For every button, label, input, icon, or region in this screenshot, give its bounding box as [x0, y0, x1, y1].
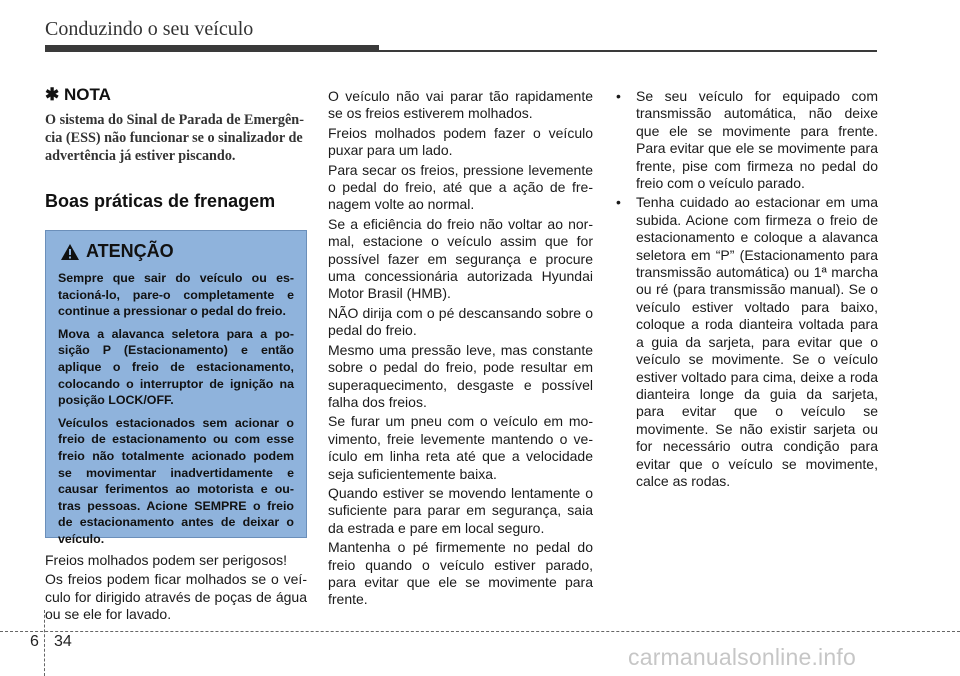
list-item [612, 194, 878, 490]
page-number: 34 [54, 633, 72, 650]
note-line: O sistema do Sinal de Parada de Emergên- [45, 112, 304, 128]
note-heading: ✱ NOTA [45, 85, 111, 104]
warning-box [45, 230, 307, 546]
body-paragraph: Se furar um pneu com o veículo em movimento, freie levemente mantendo o veículo em linha reta até que a velocidade seja suficientemente baixa. [328, 413, 593, 482]
body-paragraph: Se a eficiência do freio não voltar ao normal, estacione o veículo assim que for possível fazer em segurança e procure uma concessionária autorizada Hyundai Motor Brasil (HMB). [328, 215, 593, 302]
chapter-number: 6 [30, 633, 39, 650]
column-right [612, 88, 878, 492]
body-paragraph: Freios molhados podem fazer o veículo puxar para um lado. [328, 124, 593, 159]
body-paragraph: O veículo não vai parar tão rapidamente se os freios estiverem molhados. [328, 88, 593, 122]
note-line: advertência já estiver piscando. [45, 148, 236, 164]
warning-paragraph: Sempre que sair do veículo ou estacioná-lo, pare-o completamente e continue a pressionar o pedal do freio. [58, 271, 294, 319]
body-paragraph: Freios molhados podem ser perigosos! [45, 552, 288, 568]
warning-title [60, 241, 294, 262]
section-title: Boas práticas de frenagem [45, 191, 276, 211]
body-paragraph: Os freios podem ficar molhados se o veículo for dirigido através de poças de água ou se ele for lavado. [45, 571, 307, 623]
bullet-icon: • [616, 88, 621, 104]
bullet-text: Se seu veículo for equipado com transmissão automática, não deixe que ele se movimente para frente. Para evitar que ele se movimente para frente, pise com firmeza no pedal do freio com o veículo parado. [636, 88, 878, 192]
note-body [45, 111, 307, 165]
warning-paragraph: Veículos estacionados sem acionar o freio de estacionamento ou com esse freio não totalmente acionado podem se movimentar inadvertidamente e causar ferimentos ao motorista e outras pessoas. Acione SEMPRE o freio de estacionamento antes de deixar o veículo. [58, 415, 294, 546]
column-middle [328, 88, 593, 611]
footer-vertical-divider [44, 610, 45, 676]
warning-title-text: ATENÇÃO [86, 241, 174, 261]
note-line: cia (ESS) não funcionar se o sinalizador de [45, 130, 303, 146]
warning-paragraph: Mova a alavanca seletora para a posição P (Estacionamento) e então aplique o freio de estacionamento, colocando o interruptor de ignição na posição LOCK/OFF. [58, 326, 294, 408]
header-rule-thin [379, 50, 877, 52]
body-paragraph: NÃO dirija com o pé descansando sobre o pedal do freio. [328, 304, 593, 339]
list-item [612, 88, 878, 192]
body-paragraph: Mesmo uma pressão leve, mas constante sobre o pedal do freio, pode resultar em superaquecimento, desgaste e possível falha dos freios. [328, 341, 593, 410]
header-rule-thick [45, 45, 379, 52]
body-paragraph: Mantenha o pé firmemente no pedal do freio quando o veículo estiver parado, para evitar que ele se movimente para frente. [328, 539, 593, 608]
bullet-icon: • [616, 194, 621, 211]
bullet-text: Tenha cuidado ao estacionar em uma subida. Acione com firmeza o freio de estacionamento e coloque a alavanca seletora em “P” (Estacionamento para transmissão automática) ou 1ª marcha ou ré (para transmissão manual). Se o veículo estiver voltado para baixo, coloque a roda dianteira voltada para a guia da sarjeta, para evitar que o veículo se movimente. Se o veículo estiver voltado para cima, deixe a roda dianteira longe da guia da sarjeta, para evitar que o veículo se movimente. Se não existir sarjeta ou for necessário outra condição para evitar que o veículo se movimente, calce as rodas. [636, 194, 878, 489]
warning-triangle-icon [60, 243, 80, 261]
column-left [45, 85, 307, 626]
body-paragraph: Para secar os freios, pressione levemente o pedal do freio, até que a ação de frenagem volte ao normal. [328, 161, 593, 213]
watermark-text: carmanualsonline.info [628, 644, 856, 670]
bullet-list [612, 88, 878, 490]
body-paragraph: Quando estiver se movendo lentamente o suficiente para parar em segurança, saia da estrada e pare em local seguro. [328, 484, 593, 536]
page-header-title: Conduzindo o seu veículo [45, 18, 254, 40]
footer-divider [0, 631, 960, 632]
